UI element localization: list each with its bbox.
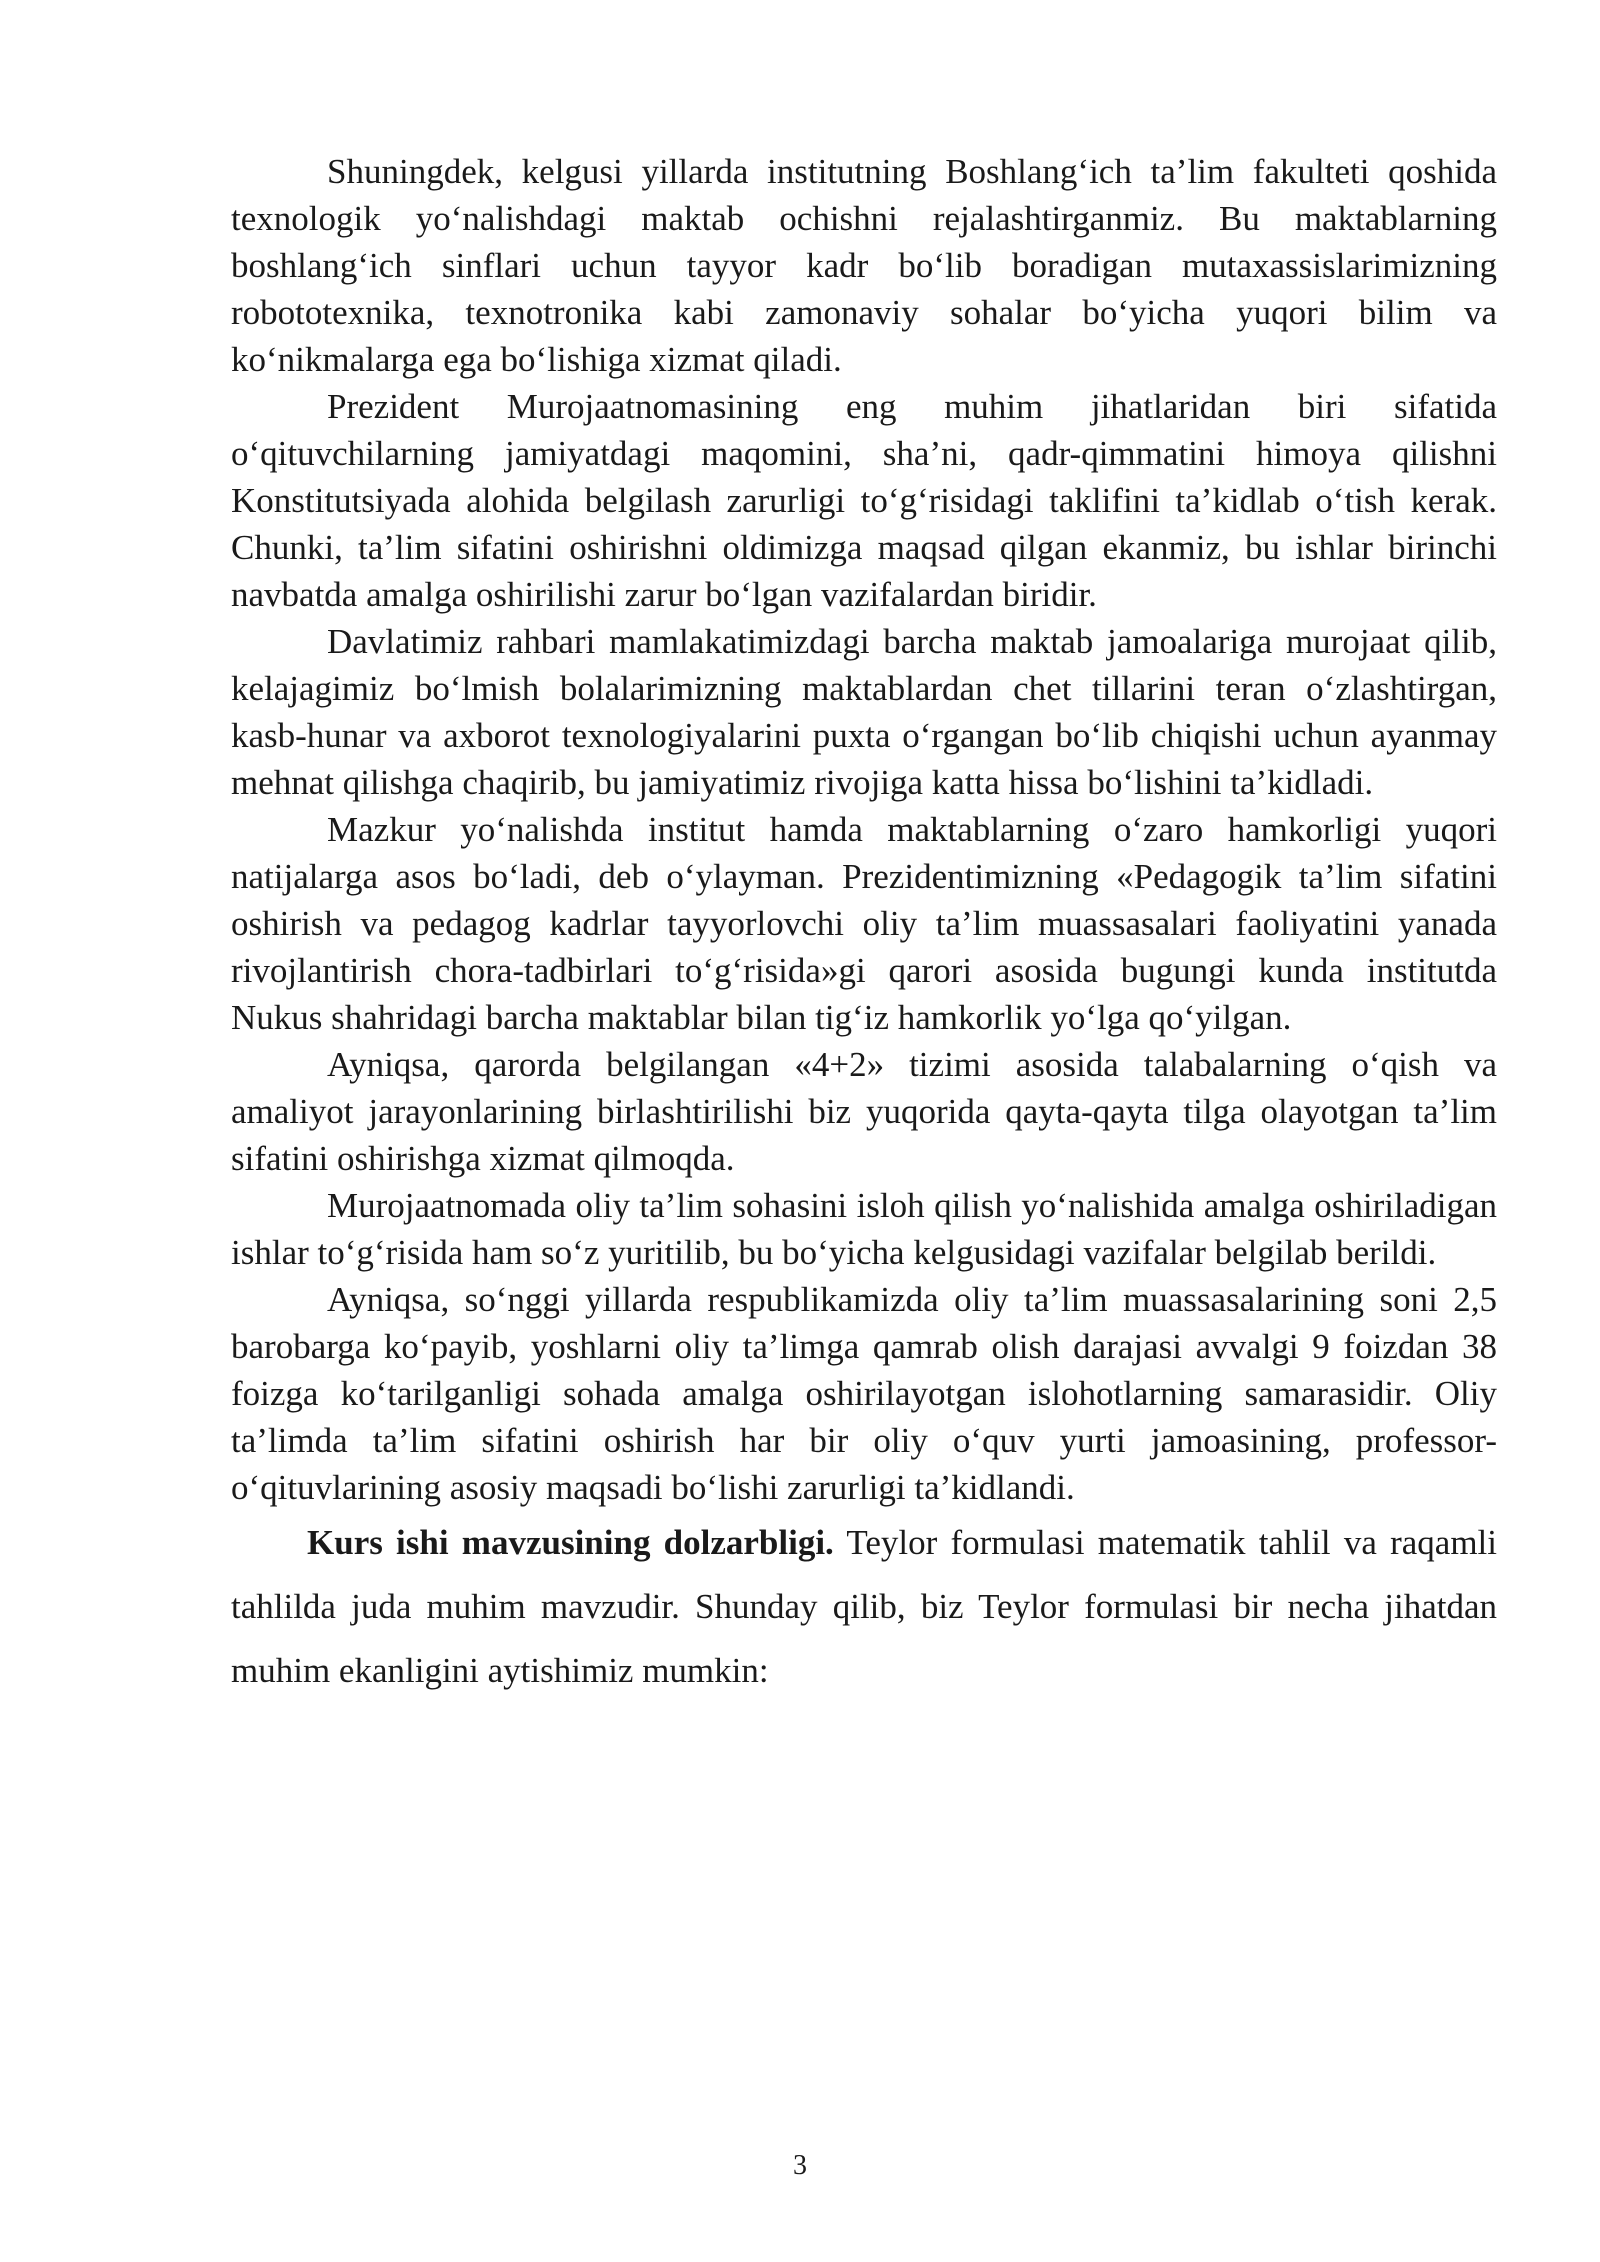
paragraph-higher-education-growth: Ayniqsa, so‘nggi yillarda respublikamizda oliy ta’lim muassasalarining soni 2,5 barobarga ko‘payib, yoshlarni oliy ta’limga qamrab olish darajasi avvalgi 9 foizdan 38 foizga ko‘tarilganligi sohada amalga oshirilayotgan islohotlarning samarasidir. Oliy ta’limda ta’lim sifatini oshirish har bir oliy o‘quv yurti jamoasining, professor-o‘qituvlarining asosiy maqsadi bo‘lishi zarurligi ta’kidlandi. — [231, 1280, 1497, 1507]
paragraph-higher-education-reform: Murojaatnomada oliy ta’lim sohasini isloh qilish yo‘nalishida amalga oshiriladigan ishlar to‘g‘risida ham so‘z yuritilib, bu bo‘yicha kelgusidagi vazifalar belgilab berildi. — [231, 1186, 1497, 1272]
relevance-heading: Kurs ishi mavzusining dolzarbligi. — [307, 1523, 834, 1562]
paragraph-school-appeal: Davlatimiz rahbari mamlakatimizdagi barcha maktab jamoalariga murojaat qilib, kelajagimiz bo‘lmish bolalarimizning maktablardan chet tillarini teran o‘zlashtirgan, kasb-hunar va axborot texnologiyalarini puxta o‘rgangan bo‘lib chiqishi uchun ayanmay mehnat qilishga chaqirib, bu jamiyatimiz rivojiga katta hissa bo‘lishini ta’kidladi. — [231, 622, 1497, 802]
paragraph-technology-school: Shuningdek, kelgusi yillarda institutning Boshlang‘ich ta’lim fakulteti qoshida texnologik yo‘nalishdagi maktab ochishni rejalashtirganmiz. Bu maktablarning boshlang‘ich sinflari uchun tayyor kadr bo‘lib boradigan mutaxassislarimizning robototexnika, texnotronika kabi zamonaviy sohalar bo‘yicha yuqori bilim va ko‘nikmalarga ega bo‘lishiga xizmat qiladi. — [231, 152, 1497, 379]
paragraph-teacher-status: Prezident Murojaatnomasining eng muhim jihatlaridan biri sifatida o‘qituvchilarning jamiyatdagi maqomini, sha’ni, qadr-qimmatini himoya qilishni Konstitutsiyada alohida belgilash zarurligi to‘g‘risidagi taklifini ta’kidlab o‘tish kerak. Chunki, ta’lim sifatini oshirishni oldimizga maqsad qilgan ekanmiz, bu ishlar birinchi navbatda amalga oshirilishi zarur bo‘lgan vazifalardan biridir. — [231, 387, 1497, 614]
paragraph-4-plus-2-system: Ayniqsa, qarorda belgilangan «4+2» tizimi asosida talabalarning o‘qish va amaliyot jarayonlarining birlashtirilishi biz yuqorida qayta-qayta tilga olayotgan ta’lim sifatini oshirishga xizmat qilmoqda. — [231, 1045, 1497, 1178]
document-body — [231, 148, 1497, 1703]
paragraph-institute-cooperation: Mazkur yo‘nalishda institut hamda maktablarning o‘zaro hamkorligi yuqori natijalarga asos bo‘ladi, deb o‘ylayman. Prezidentimizning «Pedagogik ta’lim sifatini oshirish va pedagog kadrlar tayyorlovchi oliy ta’lim muassasalari faoliyatini yanada rivojlantirish chora-tadbirlari to‘g‘risida»gi qarori asosida bugungi kunda institutda Nukus shahridagi barcha maktablar bilan tig‘iz hamkorlik yo‘lga qo‘yilgan. — [231, 810, 1497, 1037]
paragraph-topic-relevance — [231, 1511, 1497, 1703]
relevance-text: Teylor formulasi matematik tahlil va raqamli tahlilda juda muhim mavzudir. Shunday qilib, biz Teylor formulasi bir necha jihatdan muhim ekanligini aytishimiz mumkin: — [231, 1523, 1497, 1690]
page-number: 3 — [793, 2150, 807, 2181]
